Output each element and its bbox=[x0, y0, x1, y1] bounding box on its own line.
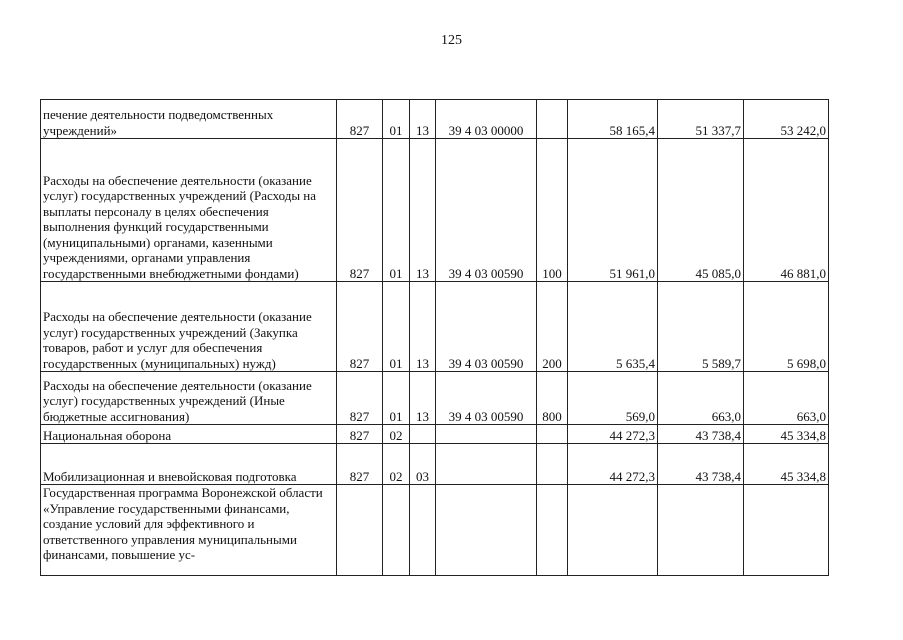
table-row bbox=[41, 139, 829, 282]
ved-code bbox=[337, 485, 383, 576]
amount-year-3: 5 698,0 bbox=[744, 282, 829, 372]
expense-type-code: 200 bbox=[537, 282, 568, 372]
target-article-code: 39 4 03 00590 bbox=[436, 372, 537, 425]
amount-year-3: 663,0 bbox=[744, 372, 829, 425]
table-row bbox=[41, 372, 829, 425]
table-row bbox=[41, 485, 829, 576]
amount-year-2: 45 085,0 bbox=[658, 139, 744, 282]
expense-type-code: 800 bbox=[537, 372, 568, 425]
target-article-code bbox=[436, 485, 537, 576]
expense-type-code bbox=[537, 485, 568, 576]
ved-code: 827 bbox=[337, 282, 383, 372]
target-article-code bbox=[436, 425, 537, 444]
ved-code: 827 bbox=[337, 425, 383, 444]
row-name: Национальная оборона bbox=[41, 425, 337, 444]
row-name: печение деятельности подведомственных учреждений» bbox=[41, 100, 337, 139]
amount-year-3: 45 334,8 bbox=[744, 444, 829, 485]
expense-type-code bbox=[537, 425, 568, 444]
ved-code: 827 bbox=[337, 372, 383, 425]
section-code: 01 bbox=[383, 372, 410, 425]
section-code: 02 bbox=[383, 425, 410, 444]
table-row bbox=[41, 425, 829, 444]
subsection-code bbox=[410, 425, 436, 444]
section-code: 02 bbox=[383, 444, 410, 485]
subsection-code: 13 bbox=[410, 139, 436, 282]
row-name: Расходы на обеспечение деятельности (оказание услуг) государственных учреждений (Расходы на выплаты персоналу в целях обеспечения выполнения функций государственными (муниципальными) органами, казенными учреждениями, органами управления государственными внебюджетными фондами) bbox=[41, 139, 337, 282]
amount-year-2: 43 738,4 bbox=[658, 425, 744, 444]
amount-year-1: 44 272,3 bbox=[568, 444, 658, 485]
section-code: 01 bbox=[383, 139, 410, 282]
amount-year-1 bbox=[568, 485, 658, 576]
amount-year-3: 46 881,0 bbox=[744, 139, 829, 282]
amount-year-2: 663,0 bbox=[658, 372, 744, 425]
subsection-code: 03 bbox=[410, 444, 436, 485]
budget-table bbox=[40, 99, 829, 576]
amount-year-2: 51 337,7 bbox=[658, 100, 744, 139]
target-article-code: 39 4 03 00590 bbox=[436, 139, 537, 282]
amount-year-1: 51 961,0 bbox=[568, 139, 658, 282]
ved-code: 827 bbox=[337, 100, 383, 139]
target-article-code: 39 4 03 00000 bbox=[436, 100, 537, 139]
target-article-code: 39 4 03 00590 bbox=[436, 282, 537, 372]
table-row bbox=[41, 444, 829, 485]
amount-year-1: 5 635,4 bbox=[568, 282, 658, 372]
row-name: Расходы на обеспечение деятельности (оказание услуг) государственных учреждений (Закупка товаров, работ и услуг для обеспечения государственных (муниципальных) нужд) bbox=[41, 282, 337, 372]
row-name: Мобилизационная и вневойсковая подготовка bbox=[41, 444, 337, 485]
expense-type-code bbox=[537, 444, 568, 485]
section-code: 01 bbox=[383, 282, 410, 372]
table-row bbox=[41, 100, 829, 139]
amount-year-2: 5 589,7 bbox=[658, 282, 744, 372]
subsection-code bbox=[410, 485, 436, 576]
amount-year-3 bbox=[744, 485, 829, 576]
expense-type-code bbox=[537, 100, 568, 139]
table-row bbox=[41, 282, 829, 372]
subsection-code: 13 bbox=[410, 100, 436, 139]
expense-type-code: 100 bbox=[537, 139, 568, 282]
amount-year-3: 53 242,0 bbox=[744, 100, 829, 139]
subsection-code: 13 bbox=[410, 282, 436, 372]
subsection-code: 13 bbox=[410, 372, 436, 425]
row-name: Государственная программа Воронежской области «Управление государственными финансами, создание условий для эффективного и ответственного управления муниципальными финансами, повышение ус- bbox=[41, 485, 337, 576]
amount-year-2: 43 738,4 bbox=[658, 444, 744, 485]
row-name: Расходы на обеспечение деятельности (оказание услуг) государственных учреждений (Иные бюджетные ассигнования) bbox=[41, 372, 337, 425]
amount-year-1: 569,0 bbox=[568, 372, 658, 425]
amount-year-1: 44 272,3 bbox=[568, 425, 658, 444]
section-code: 01 bbox=[383, 100, 410, 139]
ved-code: 827 bbox=[337, 444, 383, 485]
amount-year-1: 58 165,4 bbox=[568, 100, 658, 139]
page-number: 125 bbox=[441, 33, 462, 48]
amount-year-2 bbox=[658, 485, 744, 576]
section-code bbox=[383, 485, 410, 576]
target-article-code bbox=[436, 444, 537, 485]
amount-year-3: 45 334,8 bbox=[744, 425, 829, 444]
ved-code: 827 bbox=[337, 139, 383, 282]
